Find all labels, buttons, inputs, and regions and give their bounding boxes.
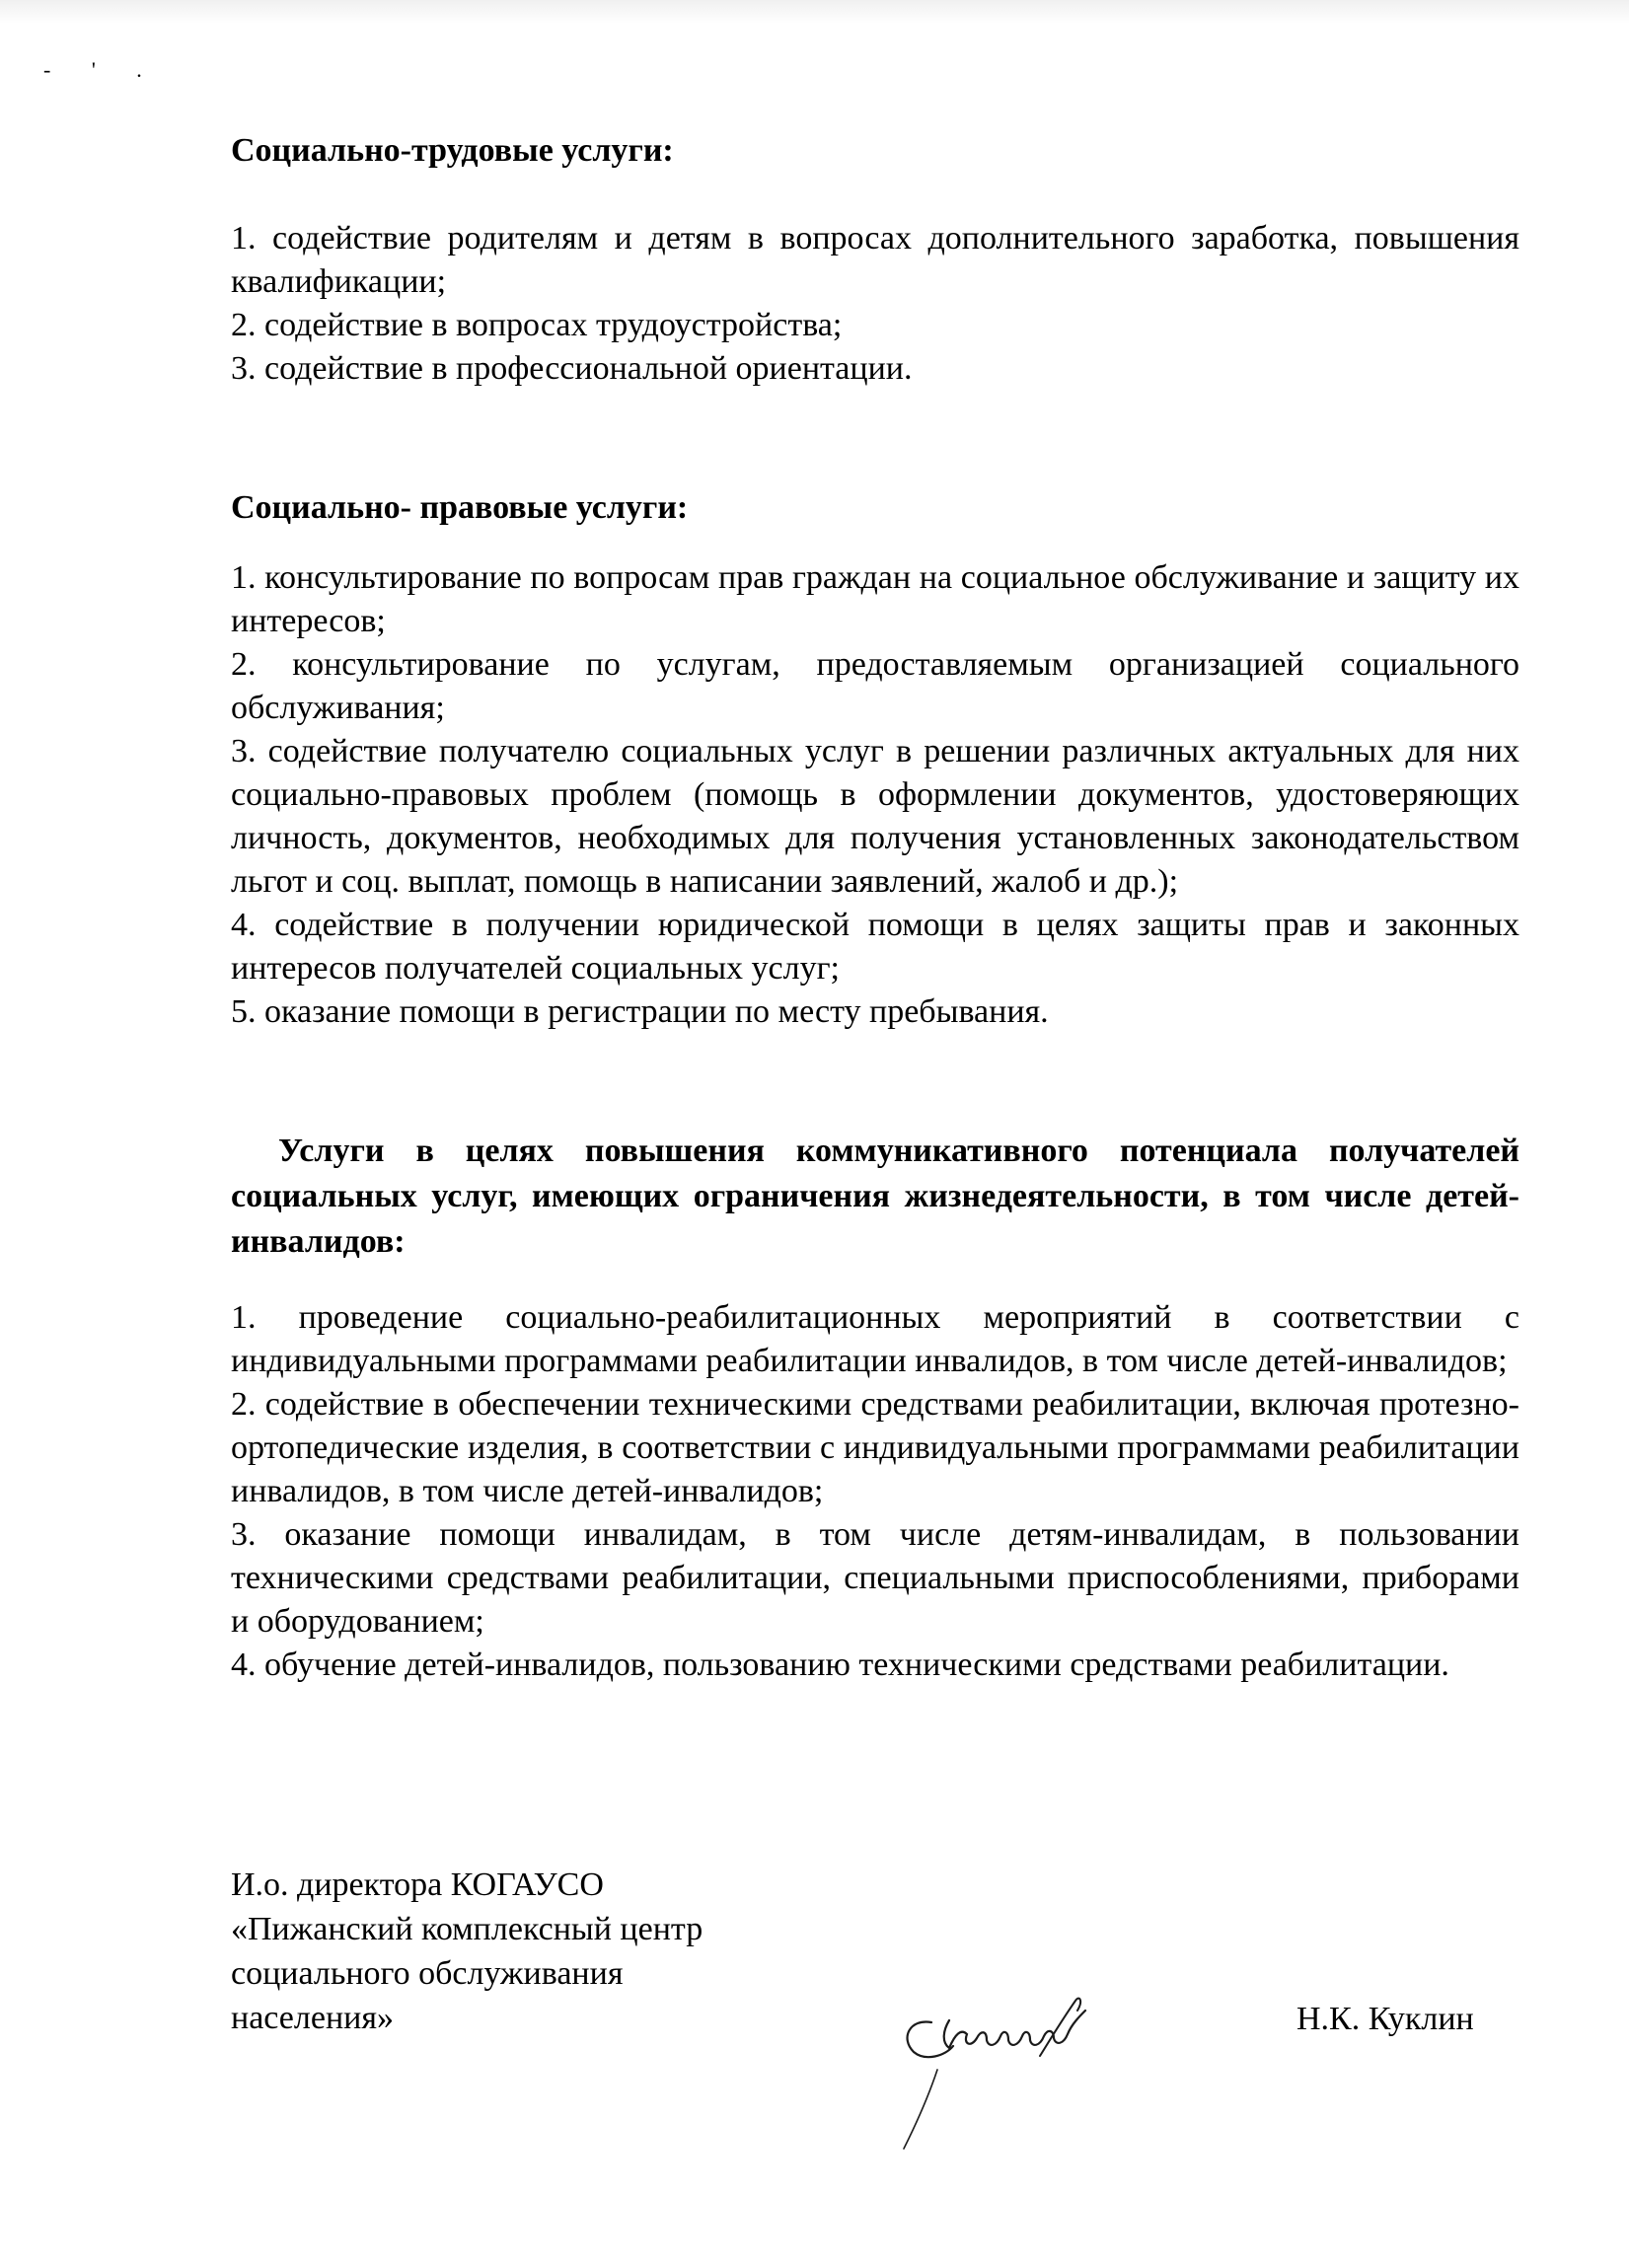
- list-item: 1. содействие родителям и детям в вопросах дополнительного заработка, повышения квалификации;: [231, 220, 1519, 300]
- signer-position: [231, 1863, 843, 2040]
- list-item: 3. содействие в профессиональной ориентации.: [231, 350, 913, 387]
- position-line: И.о. директора КОГАУСО: [231, 1866, 604, 1903]
- section-legal-list: [231, 556, 1519, 1034]
- list-item: 1. проведение социально-реабилитационных мероприятий в соответствии с индивидуальными программами реабилитации инвалидов, в том числе детей-инвалидов;: [231, 1299, 1519, 1379]
- scan-edge-shadow: [0, 0, 1629, 24]
- list-item: 2. содействие в вопросах трудоустройства;: [231, 307, 843, 343]
- position-line: социального обслуживания: [231, 1955, 624, 1992]
- position-line: населения»: [231, 2000, 394, 2036]
- section-communicative-title: Услуги в целях повышения коммуникативного потенциала получателей социальных услуг, имеющих ограничения жизнедеятельности, в том числе детей-инвалидов:: [231, 1133, 1519, 1260]
- list-item: 1. консультирование по вопросам прав граждан на социальное обслуживание и защиту их интересов;: [231, 559, 1519, 639]
- list-item: 2. консультирование по услугам, предоставляемым организацией социального обслуживания;: [231, 646, 1519, 726]
- list-item: 5. оказание помощи в регистрации по месту пребывания.: [231, 993, 1049, 1030]
- document-body: [231, 128, 1519, 1782]
- section-labor-list: [231, 217, 1519, 391]
- list-item: 3. содействие получателю социальных услуг в решении различных актуальных для них социально-правовых проблем (помощь в оформлении документов, удостоверяющих личность, документов, необходимых для получения установленных законодательством льгот и соц. выплат, помощь в написании заявлений, жалоб и др.);: [231, 733, 1519, 900]
- section-legal-title: Социально- правовые услуги:: [231, 489, 689, 526]
- list-item: 3. оказание помощи инвалидам, в том числе детям-инвалидам, в пользовании техническими средствами реабилитации, специальными приспособлениями, приборами и оборудованием;: [231, 1516, 1519, 1640]
- signer-name: Н.К. Куклин: [1296, 2001, 1474, 2037]
- list-item: 4. содействие в получении юридической помощи в целях защиты прав и законных интересов получателей социальных услуг;: [231, 907, 1519, 987]
- position-line: «Пижанский комплексный центр: [231, 1911, 703, 1947]
- list-item: 2. содействие в обеспечении техническими средствами реабилитации, включая протезно-ортопедические изделия, в соответствии с индивидуальными программами реабилитации инвалидов, в том числе детей-инвалидов;: [231, 1386, 1519, 1509]
- signature-footer: [231, 1863, 1519, 2158]
- list-item: 4. обучение детей-инвалидов, пользованию техническими средствами реабилитации.: [231, 1646, 1449, 1683]
- corner-marks: - ' .: [43, 57, 160, 82]
- section-labor-title: Социально-трудовые услуги:: [231, 132, 674, 169]
- handwritten-signature: [892, 1961, 1119, 2158]
- section-communicative-list: [231, 1296, 1519, 1687]
